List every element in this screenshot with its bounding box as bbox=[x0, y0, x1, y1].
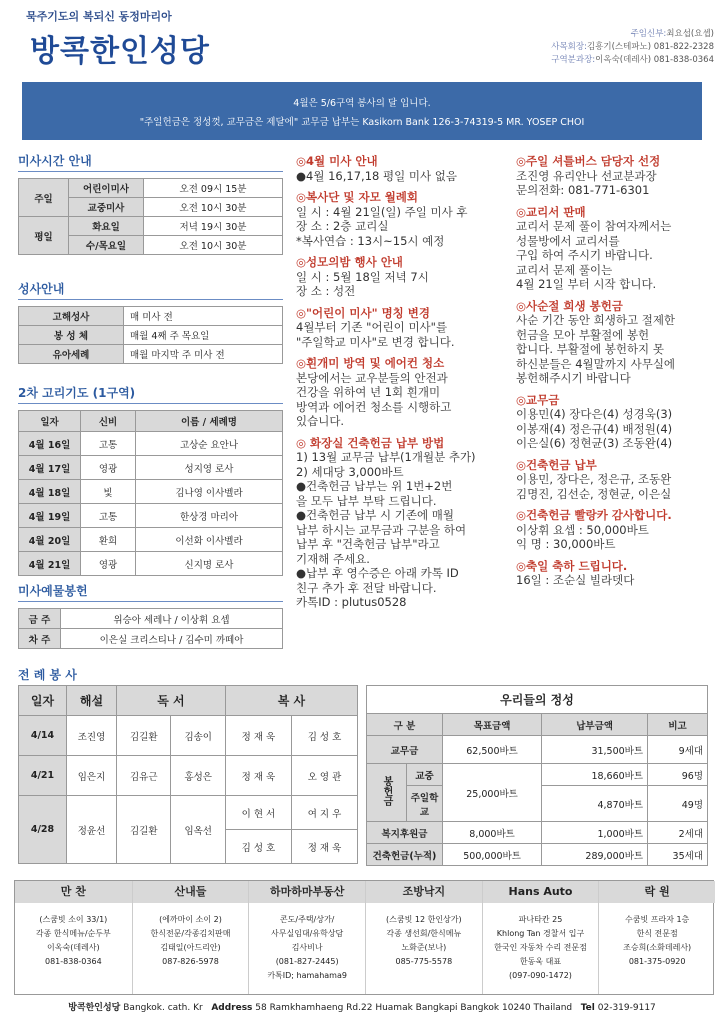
ad-line: 콘도/주택/상가/ bbox=[279, 915, 335, 924]
ad-line: 087-826-5978 bbox=[162, 957, 219, 966]
ad-line: 파나타칸 25 bbox=[518, 915, 563, 924]
page-title: 방콕한인성당 bbox=[30, 34, 210, 69]
notice-heading: ◎복사단 및 자모 월례회 bbox=[296, 190, 419, 204]
sincerity-cell: 9세대 bbox=[648, 736, 708, 764]
sincerity-cell: 31,500바트 bbox=[542, 736, 648, 764]
notice-line: 헌금을 모아 부활절에 봉헌 bbox=[516, 327, 650, 342]
notice-line: 교리서 문제 풀이는 bbox=[516, 262, 613, 277]
service-cell: 이 현 서 bbox=[225, 796, 291, 830]
rosary-cell: 성지영 로사 bbox=[136, 456, 283, 480]
footer-tail: Bangkok. cath. Kr bbox=[123, 1003, 203, 1013]
rosary-head: 이름 / 세례명 bbox=[136, 411, 283, 432]
sincerity-head: 납부금액 bbox=[542, 714, 648, 736]
notice-line: 2) 세대당 3,000바트 bbox=[296, 464, 404, 479]
notice-line: 을 모두 납부 부탁 드립니다. bbox=[296, 493, 437, 508]
offering-title: 미사예물봉헌 bbox=[18, 582, 283, 602]
notice-line: 이상휘 요셉 : 50,000바트 bbox=[516, 522, 649, 537]
service-head: 해설 bbox=[67, 686, 117, 716]
footer-tel-label: Tel bbox=[580, 1003, 595, 1013]
footer-name: 방콕한인성당 bbox=[68, 1003, 121, 1013]
ad-line: 카톡ID; hamahama9 bbox=[267, 971, 347, 980]
ad-line: (081-827-2445) bbox=[275, 957, 339, 966]
sincerity-group bbox=[367, 764, 407, 822]
service-head: 복 사 bbox=[225, 686, 357, 716]
footer-tel: 02-319-9117 bbox=[597, 1003, 656, 1013]
service-cell: 조진영 bbox=[67, 716, 117, 756]
service-cell: 임옥선 bbox=[171, 796, 225, 864]
staff-line bbox=[551, 41, 714, 54]
ad-line: 한국인 자동차 수리 전문점 bbox=[494, 943, 587, 952]
notice-line: 1) 13월 교무금 납부(1개월분 추가) bbox=[296, 450, 476, 464]
banner-line-1: 4월은 5/6구역 봉사의 달 입니다. bbox=[293, 98, 431, 109]
notice-heading: ◎4월 미사 안내 bbox=[296, 154, 378, 168]
sincerity-cell: 교중 bbox=[407, 764, 443, 786]
ad-title: 만 찬 bbox=[15, 881, 132, 903]
sacrament-section bbox=[18, 280, 283, 364]
mass-cell: 수/목요일 bbox=[69, 236, 144, 255]
notice-line: 이봉재(4) 정은규(4) 배정원(4) bbox=[516, 421, 673, 436]
notice-line: 납부 후 "건축헌금 납부"라고 bbox=[296, 537, 440, 551]
ad-title: 조방낙지 bbox=[366, 881, 482, 903]
notice-line: 기재해 주세요. bbox=[296, 551, 370, 566]
mass-section bbox=[18, 152, 283, 255]
mass-cell: 어린이미사 bbox=[69, 179, 144, 198]
rosary-head: 신비 bbox=[81, 411, 136, 432]
rosary-cell: 영광 bbox=[81, 552, 136, 576]
mass-cell: 평일 bbox=[19, 217, 69, 255]
notice-line: 친구 추가 후 전달 바랍니다. bbox=[296, 580, 437, 595]
notice-line: 사순 기간 동안 희생하고 절제한 bbox=[516, 313, 676, 327]
service-cell: 홍성은 bbox=[171, 756, 225, 796]
service-cell: 4/28 bbox=[19, 796, 67, 864]
notice-line: 합니다. 부활절에 봉헌하지 못 bbox=[516, 342, 664, 356]
notice-line: ●납부 후 영수증은 아래 카톡 ID bbox=[296, 566, 459, 580]
rosary-table bbox=[18, 410, 283, 576]
sincerity-cell: 4,870바트 bbox=[542, 786, 648, 822]
service-cell: 4/14 bbox=[19, 716, 67, 756]
ad-line: 085-775-5578 bbox=[395, 957, 453, 966]
ad-line: 각종 한식메뉴/순두부 bbox=[35, 929, 111, 938]
service-cell: 김 성 호 bbox=[291, 716, 357, 756]
rosary-cell: 한상경 마리아 bbox=[136, 504, 283, 528]
sincerity-group-label: 봉헌금 bbox=[381, 775, 392, 806]
sincerity-cell: 교무금 bbox=[367, 736, 443, 764]
sincerity-cell: 18,660바트 bbox=[542, 764, 648, 786]
ad-line: (에까마이 소이 2) bbox=[159, 915, 222, 924]
ad-line: 한식 전문점 bbox=[636, 929, 678, 938]
rosary-cell: 4월 20일 bbox=[19, 528, 81, 552]
ad-title: 락 원 bbox=[599, 881, 715, 903]
staff-label: 주임신부: bbox=[630, 29, 667, 39]
notice-line: 익 명 : 30,000바트 bbox=[516, 537, 616, 551]
notice-line: *복사연습 : 13시~15시 예정 bbox=[296, 233, 445, 248]
staff-label: 사목회장: bbox=[551, 42, 587, 52]
staff-line bbox=[551, 28, 714, 41]
service-cell: 정윤선 bbox=[67, 796, 117, 864]
notice-heading: ◎교무금 bbox=[516, 392, 560, 407]
sacrament-cell: 고해성사 bbox=[19, 307, 124, 326]
offering-cell: 위승아 세레나 / 이상휘 요셉 bbox=[61, 609, 283, 629]
service-head: 일자 bbox=[19, 686, 67, 716]
header-subtitle: 묵주기도의 복되신 동정마리아 bbox=[26, 10, 172, 23]
sacrament-table bbox=[18, 306, 283, 364]
mass-cell: 교중미사 bbox=[69, 198, 144, 217]
ad-line: 조승희(소화데레사) bbox=[623, 943, 692, 952]
notice-line: ●건축헌금 납부 시 기존에 매월 bbox=[296, 508, 454, 522]
service-cell: 오 영 관 bbox=[291, 756, 357, 796]
service-cell: 김 성 호 bbox=[225, 830, 291, 864]
sacrament-cell: 매월 마지막 주 미사 전 bbox=[124, 345, 283, 364]
sincerity-cell: 62,500바트 bbox=[443, 736, 542, 764]
service-table bbox=[18, 685, 358, 864]
mass-title: 미사시간 안내 bbox=[18, 152, 283, 172]
notice-heading: ◎축일 축하 드립니다. bbox=[516, 558, 628, 573]
ad-line: 수쿰빗 프라자 1층 bbox=[625, 915, 690, 924]
rosary-cell: 4월 19일 bbox=[19, 504, 81, 528]
mass-cell: 오전 10시 30분 bbox=[144, 236, 283, 255]
ad-line: (097-090-1472) bbox=[509, 971, 572, 980]
footer-addr: 58 Ramkhamhaeng Rd.22 Huamak Bangkapi Bangkok 10240 Thailand bbox=[255, 1003, 573, 1013]
offering-cell: 금 주 bbox=[19, 609, 61, 629]
notice-line: 일 시 : 5월 18일 저녁 7시 bbox=[296, 269, 429, 284]
ad-column bbox=[132, 881, 249, 994]
rosary-cell: 고상순 요안나 bbox=[136, 432, 283, 456]
middle-notices bbox=[296, 154, 508, 610]
rosary-cell: 김나영 이사벨라 bbox=[136, 480, 283, 504]
notice-heading: ◎건축헌금 납부 bbox=[516, 457, 597, 472]
ad-line: 각종 생선회/한식메뉴 bbox=[386, 929, 462, 938]
ad-title: 산내들 bbox=[133, 881, 249, 903]
staff-label: 구역분과장: bbox=[551, 55, 596, 65]
notice-line: 장 소 : 2층 교리실 bbox=[296, 219, 389, 233]
service-title: 전 례 봉 사 bbox=[18, 668, 77, 682]
service-cell: 정 재 욱 bbox=[291, 830, 357, 864]
notice-line: ●건축헌금 납부는 위 1번+2번 bbox=[296, 479, 453, 493]
sacrament-title: 성사안내 bbox=[18, 280, 283, 300]
notice-line: 교리서 문제 풀이 참여자께서는 bbox=[516, 219, 672, 233]
notice-line: 카톡ID : plutus0528 bbox=[296, 595, 407, 609]
service-head: 독 서 bbox=[117, 686, 226, 716]
sacrament-cell: 매 미사 전 bbox=[124, 307, 283, 326]
notice-line: 4월부터 기존 "어린이 미사"를 bbox=[296, 320, 448, 334]
notice-heading: ◎교리서 판매 bbox=[516, 204, 586, 219]
notice-heading: ◎주일 셔틀버스 담당자 선정 bbox=[516, 154, 661, 168]
ad-line: 노화준(보나) bbox=[401, 943, 447, 952]
sacrament-cell: 유아세례 bbox=[19, 345, 124, 364]
ad-title: 하마하마부동산 bbox=[249, 881, 365, 903]
notice-line: 하신분들은 4월말까지 사무실에 bbox=[516, 356, 676, 371]
staff-value: 김흥기(스테파노) 081-822-2328 bbox=[586, 42, 714, 52]
notice-line: 16일 : 조순실 빌라뎃다 bbox=[516, 573, 635, 587]
ad-line: 한동욱 대표 bbox=[519, 957, 562, 966]
notice-line: 있습니다. bbox=[296, 414, 345, 428]
sincerity-cell: 복지후원금 bbox=[367, 822, 443, 844]
mass-cell: 저녁 19시 30분 bbox=[144, 217, 283, 236]
notice-line: 성물방에서 교리서를 bbox=[516, 233, 620, 248]
rosary-cell: 고통 bbox=[81, 504, 136, 528]
notice-line: 장 소 : 성전 bbox=[296, 284, 356, 298]
ad-column bbox=[482, 881, 599, 994]
notice-line: "주일학교 미사"로 변경 합니다. bbox=[296, 334, 455, 349]
service-cell: 김길환 bbox=[117, 716, 171, 756]
notice-line: 납부 하시는 교무금과 구분을 하여 bbox=[296, 522, 467, 537]
sincerity-head: 비고 bbox=[648, 714, 708, 736]
staff-info bbox=[551, 28, 714, 67]
rosary-cell: 영광 bbox=[81, 456, 136, 480]
ad-line: 사무실임대/유학상담 bbox=[271, 929, 344, 938]
sincerity-cell: 35세대 bbox=[648, 844, 708, 866]
sincerity-cell: 주일학교 bbox=[407, 786, 443, 822]
ad-line: 081-838-0364 bbox=[44, 957, 102, 966]
notice-line: 봉헌해주시기 바랍니다 bbox=[516, 371, 631, 385]
sincerity-cell: 96명 bbox=[648, 764, 708, 786]
rosary-head: 일자 bbox=[19, 411, 81, 432]
banner-line-2: "주일헌금은 정성껏, 교무금은 제달에" 교무금 납부는 Kasikorn Bank 126-3-74319-5 MR. YOSEP CHOI bbox=[139, 117, 585, 128]
offering-section bbox=[18, 582, 283, 649]
sincerity-cell: 289,000바트 bbox=[542, 844, 648, 866]
staff-value: 최요섭(요셉) bbox=[666, 29, 714, 39]
offering-cell: 이은실 크리스티나 / 김수미 까떼아 bbox=[61, 629, 283, 649]
service-cell: 정 재 욱 bbox=[225, 756, 291, 796]
offering-table bbox=[18, 608, 283, 649]
rosary-cell: 고통 bbox=[81, 432, 136, 456]
sincerity-head: 구 분 bbox=[367, 714, 443, 736]
service-cell: 정 재 욱 bbox=[225, 716, 291, 756]
ad-column bbox=[365, 881, 482, 994]
notice-line: 방역과 에어컨 청소를 시행하고 bbox=[296, 399, 452, 414]
ads-section bbox=[14, 880, 714, 995]
notice-heading: ◎건축헌금 빨랑카 감사합니다. bbox=[516, 508, 672, 522]
sacrament-cell: 매월 4째 주 목요일 bbox=[124, 326, 283, 345]
rosary-cell: 빛 bbox=[81, 480, 136, 504]
ad-line: (스쿰빗 소이 33/1) bbox=[39, 915, 108, 924]
notice-heading: ◎ 화장실 건축헌금 납부 방법 bbox=[296, 435, 445, 450]
service-cell: 여 지 우 bbox=[291, 796, 357, 830]
rosary-cell: 4월 21일 bbox=[19, 552, 81, 576]
service-cell: 김송이 bbox=[171, 716, 225, 756]
sincerity-table bbox=[366, 685, 708, 866]
ad-column bbox=[15, 881, 132, 994]
ad-line: Khlong Tan 경찰서 입구 bbox=[496, 929, 585, 938]
notice-heading: ◎흰개미 방역 및 에어컨 청소 bbox=[296, 356, 445, 370]
ad-line: 한식전문/각종김치판매 bbox=[150, 929, 231, 938]
rosary-cell: 4월 16일 bbox=[19, 432, 81, 456]
sincerity-head: 목표금액 bbox=[443, 714, 542, 736]
mass-cell: 화요일 bbox=[69, 217, 144, 236]
sincerity-cell: 25,000바트 bbox=[443, 764, 542, 822]
notice-line: 구입 하여 주시기 바랍니다. bbox=[516, 248, 653, 262]
right-notices bbox=[516, 154, 712, 588]
ad-line: 김태일(아드리안) bbox=[160, 943, 221, 952]
ad-line: 이옥숙(데레사) bbox=[47, 943, 100, 952]
footer bbox=[0, 1000, 724, 1013]
sincerity-cell: 500,000바트 bbox=[443, 844, 542, 866]
rosary-cell: 환희 bbox=[81, 528, 136, 552]
mass-cell: 오전 10시 30분 bbox=[144, 198, 283, 217]
staff-line bbox=[551, 54, 714, 67]
sincerity-cell: 1,000바트 bbox=[542, 822, 648, 844]
notice-line: 4월 21일 부터 시작 합니다. bbox=[516, 277, 657, 291]
mass-cell: 오전 09시 15분 bbox=[144, 179, 283, 198]
notice-heading: ◎사순절 희생 봉헌금 bbox=[516, 298, 623, 313]
offering-cell: 차 주 bbox=[19, 629, 61, 649]
service-cell: 김길환 bbox=[117, 796, 171, 864]
notice-line: 본당에서는 교우분들의 안전과 bbox=[296, 370, 448, 385]
ad-column bbox=[248, 881, 365, 994]
service-cell: 4/21 bbox=[19, 756, 67, 796]
notice-line: 이용민(4) 장다은(4) 성경욱(3) bbox=[516, 407, 673, 421]
service-cell: 임은지 bbox=[67, 756, 117, 796]
ad-line: 김사비나 bbox=[291, 943, 323, 952]
service-cell: 김유근 bbox=[117, 756, 171, 796]
rosary-title: 2차 고리기도 (1구역) bbox=[18, 384, 283, 404]
notice-line: 조진영 유리안나 선교분과장 bbox=[516, 168, 657, 183]
sincerity-title: 우리들의 정성 bbox=[367, 686, 708, 714]
ad-column bbox=[598, 881, 715, 994]
rosary-cell: 4월 18일 bbox=[19, 480, 81, 504]
footer-addr-label: Address bbox=[211, 1003, 253, 1013]
notice-line: ●4월 16,17,18 평일 미사 없음 bbox=[296, 168, 457, 183]
notice-line: 문의전화: 081-771-6301 bbox=[516, 183, 650, 197]
notice-line: 이은실(6) 정현균(3) 조동완(4) bbox=[516, 436, 673, 450]
ad-line: (스쿰빗 12 한인상가) bbox=[386, 915, 462, 924]
rosary-cell: 4월 17일 bbox=[19, 456, 81, 480]
rosary-cell: 이선화 이사벨라 bbox=[136, 528, 283, 552]
sincerity-cell: 8,000바트 bbox=[443, 822, 542, 844]
sincerity-cell: 49명 bbox=[648, 786, 708, 822]
rosary-cell: 신지명 로사 bbox=[136, 552, 283, 576]
sincerity-cell: 2세대 bbox=[648, 822, 708, 844]
notice-banner bbox=[22, 82, 702, 140]
mass-cell: 주일 bbox=[19, 179, 69, 217]
ad-title: Hans Auto bbox=[483, 881, 599, 903]
notice-line: 김명진, 김선순, 정현균, 이은실 bbox=[516, 486, 672, 501]
notice-heading: ◎"어린이 미사" 명칭 변경 bbox=[296, 305, 431, 320]
notice-line: 건강을 위하여 년 1회 흰개미 bbox=[296, 385, 441, 399]
rosary-section bbox=[18, 384, 283, 576]
mass-table bbox=[18, 178, 283, 255]
sincerity-cell: 건축헌금(누적) bbox=[367, 844, 443, 866]
notice-heading: ◎성모의밤 행사 안내 bbox=[296, 255, 403, 269]
staff-value: 이옥숙(데레사) 081-838-0364 bbox=[595, 55, 714, 65]
ad-line: 081-375-0920 bbox=[628, 957, 686, 966]
sacrament-cell: 봉 성 체 bbox=[19, 326, 124, 345]
notice-line: 일 시 : 4월 21일(일) 주일 미사 후 bbox=[296, 204, 468, 219]
notice-line: 이용민, 장다은, 정은규, 조동완 bbox=[516, 472, 672, 486]
